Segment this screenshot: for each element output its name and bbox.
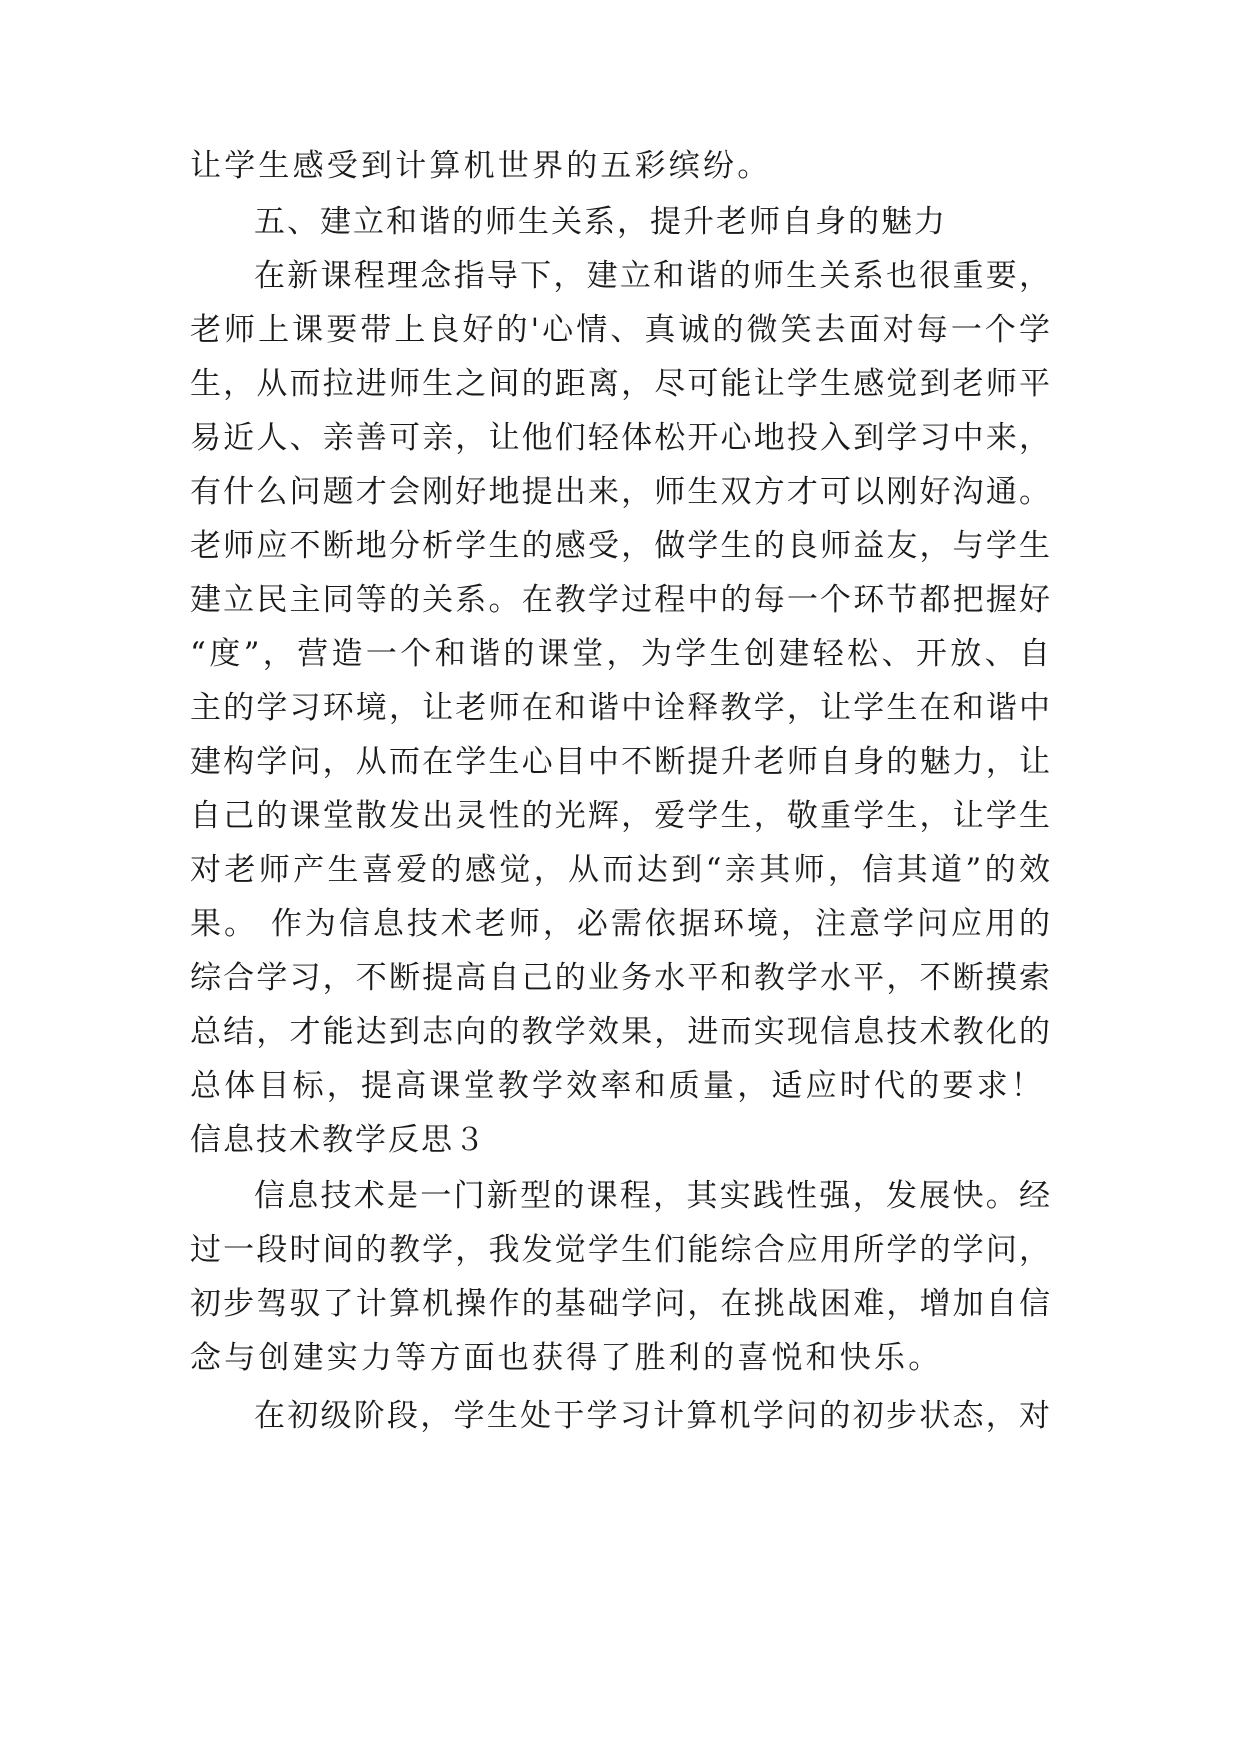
section-heading: 信息技术教学反思３ [190,1122,487,1158]
paragraph-line: 总体目标，提高课堂教学效率和质量，适应时代的要求！ [190,1068,1045,1104]
paragraph-line: 建构学问，从而在学生心目中不断提升老师自身的魅力，让 [190,744,1050,780]
paragraph-line: 总结，才能达到志向的教学效果，进而实现信息技术教化的 [190,1014,1050,1050]
paragraph-line: 老师上课要带上良好的'心情、真诚的微笑去面对每一个学 [190,312,1050,348]
paragraph-line: 初步驾驭了计算机操作的基础学问，在挑战困难，增加自信 [190,1286,1050,1322]
paragraph-line: 生，从而拉进师生之间的距离，尽可能让学生感觉到老师平 [190,366,1050,402]
paragraph-line: 果。 作为信息技术老师，必需依据环境，注意学问应用的 [190,906,1050,942]
paragraph-line: 信息技术是一门新型的课程，其实践性强，发展快。经 [254,1178,1050,1214]
section-heading: 五、建立和谐的师生关系，提升老师自身的魅力 [254,204,947,240]
paragraph-line: 让学生感受到计算机世界的五彩缤纷。 [190,148,772,184]
paragraph-line: 易近人、亲善可亲，让他们轻体松开心地投入到学习中来， [190,420,1050,456]
paragraph-line: 综合学习，不断提高自己的业务水平和教学水平，不断摸索 [190,960,1050,996]
paragraph-line: 主的学习环境，让老师在和谐中诠释教学，让学生在和谐中 [190,690,1050,726]
paragraph-line: 自己的课堂散发出灵性的光辉，爱学生，敬重学生，让学生 [190,798,1050,834]
paragraph-line: 过一段时间的教学，我发觉学生们能综合应用所学的学问， [190,1232,1050,1268]
paragraph-line: 在初级阶段，学生处于学习计算机学问的初步状态，对 [254,1398,1050,1434]
paragraph-line: 对老师产生喜爱的感觉，从而达到“亲其师，信其道”的效 [190,852,1050,888]
paragraph-line: 念与创建实力等方面也获得了胜利的喜悦和快乐。 [190,1340,943,1376]
paragraph-line: “度”，营造一个和谐的课堂，为学生创建轻松、开放、自 [190,636,1050,672]
paragraph-line: 在新课程理念指导下，建立和谐的师生关系也很重要， [254,258,1050,294]
paragraph-line: 建立民主同等的关系。在教学过程中的每一个环节都把握好 [190,582,1050,618]
paragraph-line: 老师应不断地分析学生的感受，做学生的良师益友，与学生 [190,528,1050,564]
paragraph-line: 有什么问题才会刚好地提出来，师生双方才可以刚好沟通。 [190,474,1050,510]
